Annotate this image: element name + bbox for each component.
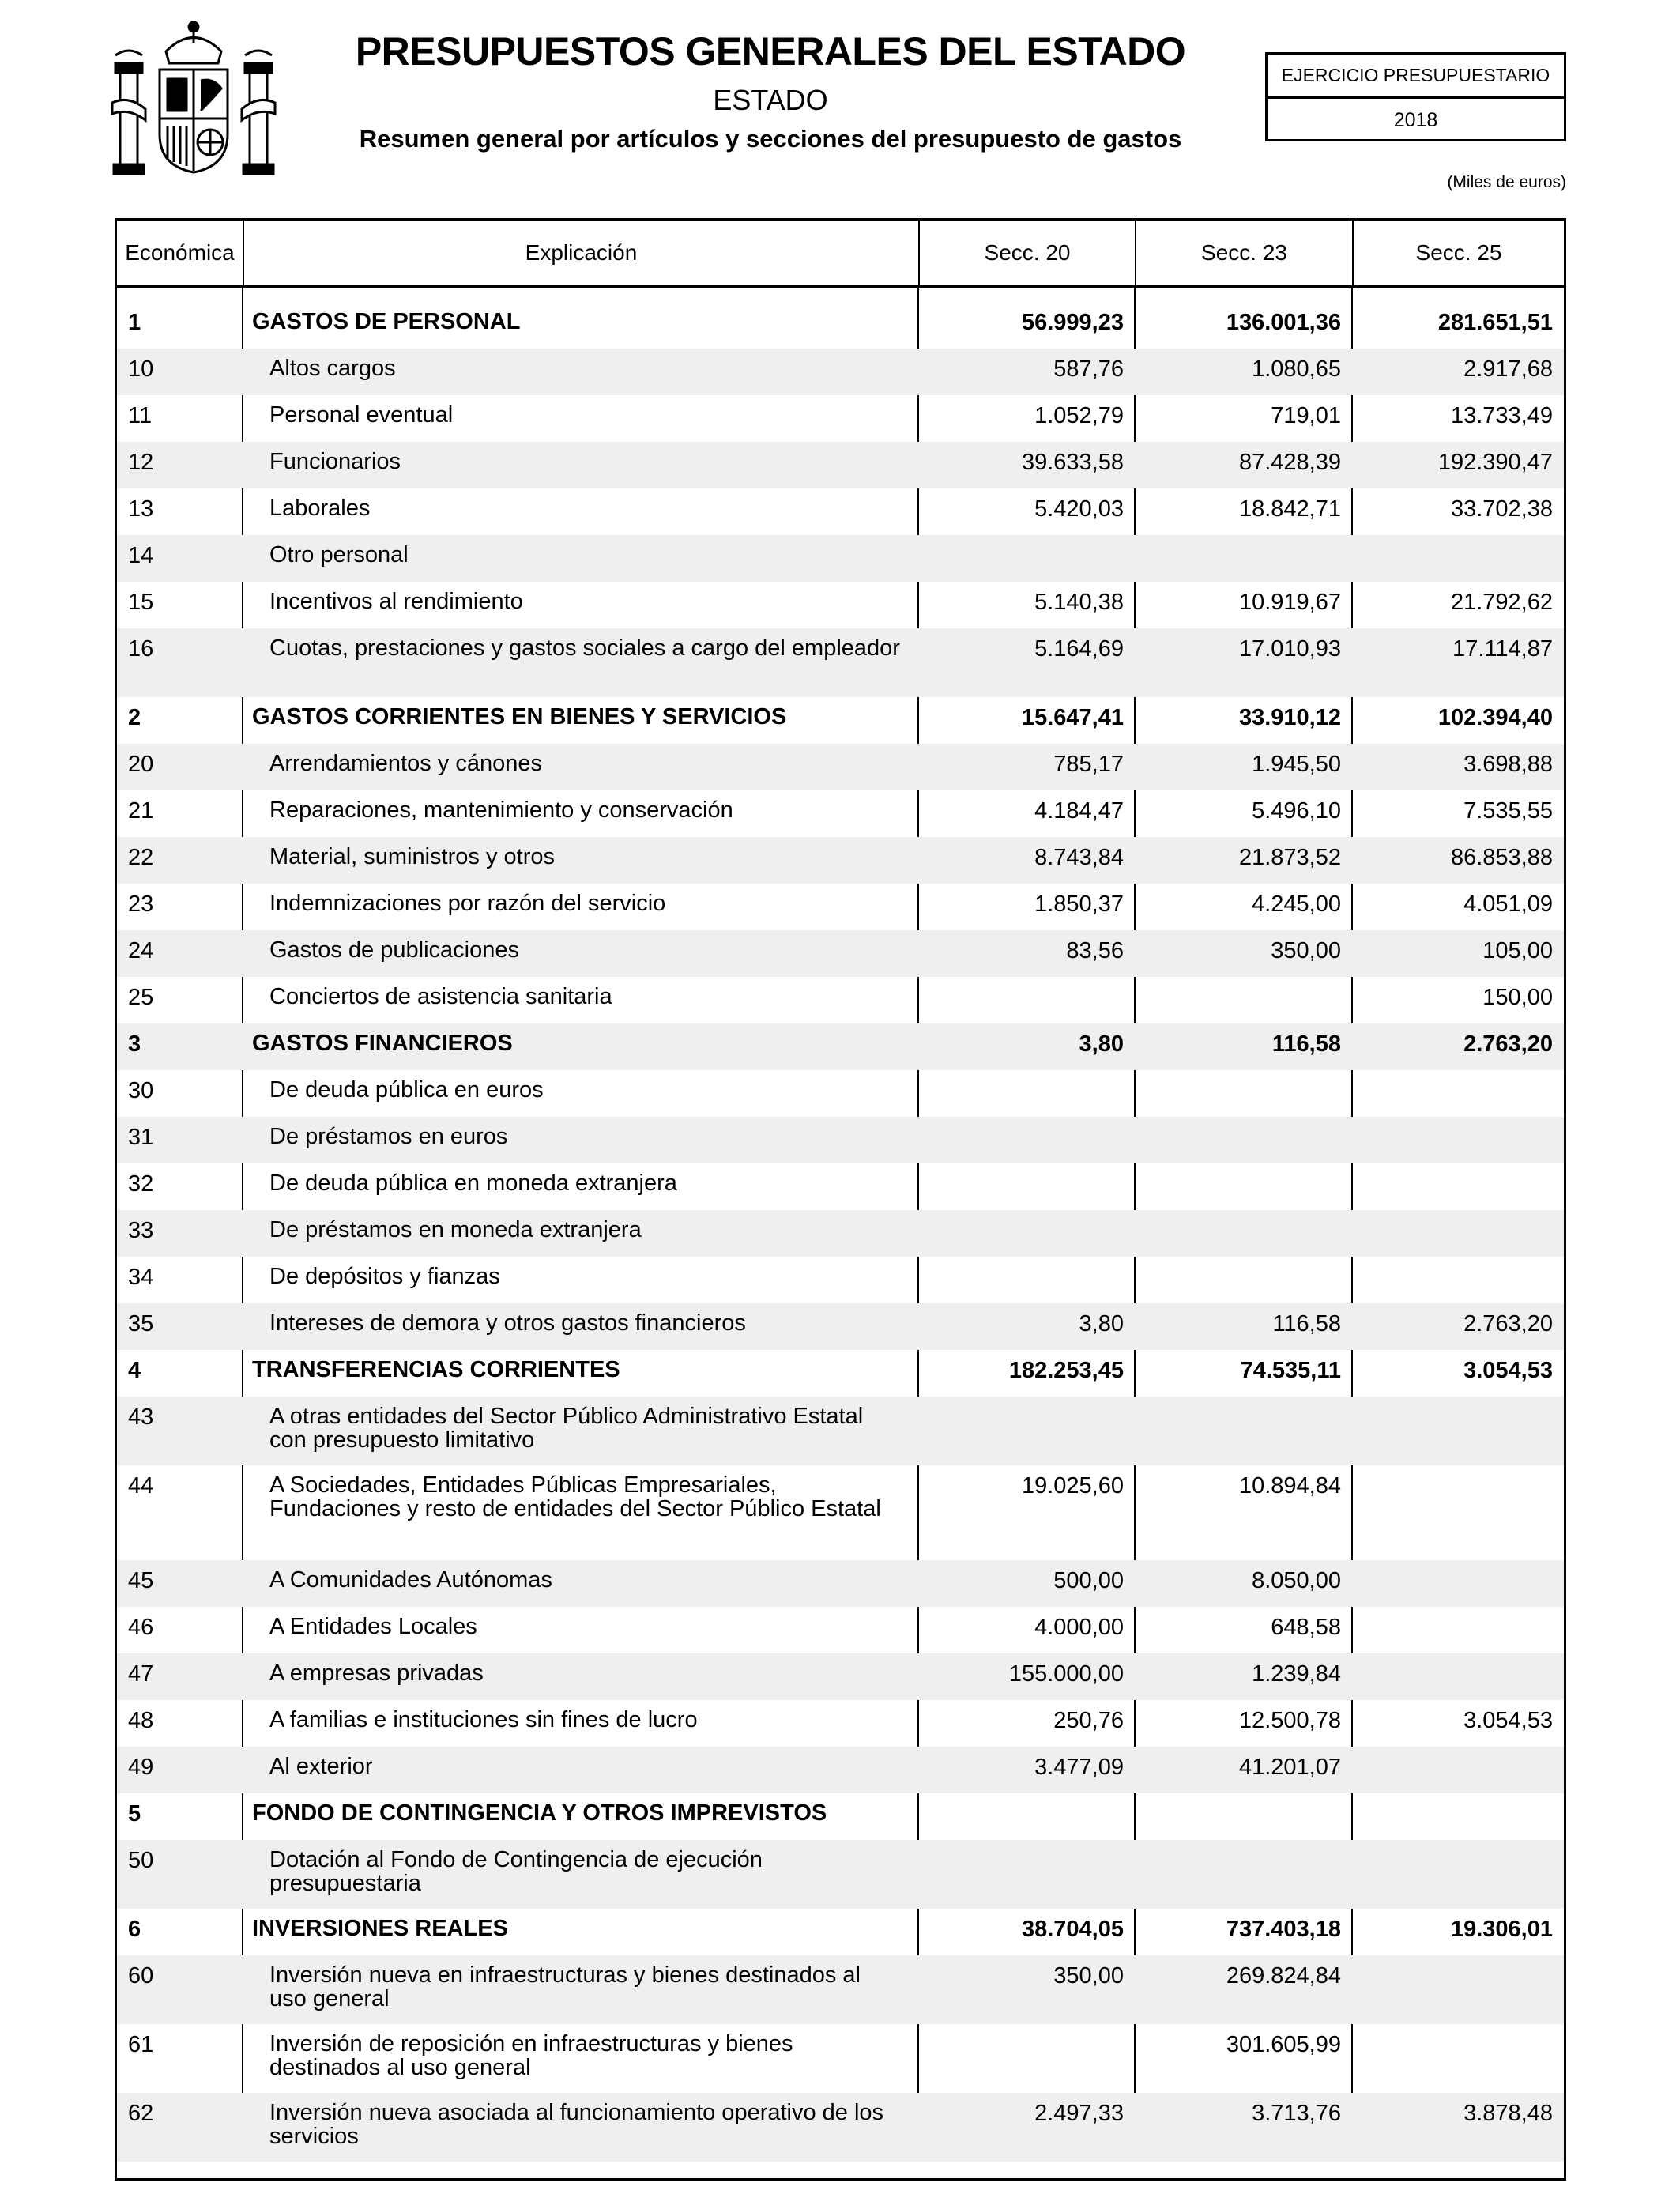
row-secc20 xyxy=(918,1117,1135,1163)
row-secc25 xyxy=(1352,1210,1564,1257)
row-code: 2 xyxy=(128,705,141,730)
row-description: Laborales xyxy=(269,496,371,521)
row-code: 31 xyxy=(128,1125,154,1150)
row-code: 4 xyxy=(128,1358,141,1383)
table-row xyxy=(117,1465,1564,1560)
row-secc20: 4.000,00 xyxy=(1034,1615,1124,1640)
row-secc25: 19.306,01 xyxy=(1450,1917,1553,1942)
row-description: Reparaciones, mantenimiento y conservación xyxy=(269,797,733,823)
table-row xyxy=(117,1955,1564,2024)
table-body xyxy=(117,288,1564,2162)
table-row xyxy=(117,1257,1564,1303)
row-secc20: 785,17 xyxy=(1053,752,1124,777)
table-row xyxy=(117,1397,1564,1465)
row-secc25 xyxy=(1352,1560,1564,1607)
row-code: 46 xyxy=(128,1615,154,1640)
row-secc25 xyxy=(1352,1117,1564,1163)
col-header-secc23: Secc. 23 xyxy=(1135,221,1352,285)
table-row xyxy=(117,349,1564,395)
row-secc25: 17.114,87 xyxy=(1452,636,1553,662)
row-secc23 xyxy=(1135,1397,1352,1465)
row-secc20: 500,00 xyxy=(1053,1568,1124,1593)
row-description: Inversión nueva asociada al funcionamiento operativo de los servicios xyxy=(269,2100,884,2149)
row-description: Conciertos de asistencia sanitaria xyxy=(269,984,612,1009)
row-code: 44 xyxy=(128,1473,154,1498)
row-secc23: 5.496,10 xyxy=(1252,798,1341,824)
table-row xyxy=(117,1747,1564,1793)
exercise-box xyxy=(1265,52,1566,141)
row-secc20: 8.743,84 xyxy=(1034,845,1124,870)
row-description: De deuda pública en euros xyxy=(269,1077,544,1103)
table-row xyxy=(117,1560,1564,1607)
row-description: De préstamos en euros xyxy=(269,1124,508,1149)
row-secc23 xyxy=(1135,1117,1352,1163)
table-row xyxy=(117,790,1564,837)
row-secc25: 192.390,47 xyxy=(1437,450,1553,475)
row-code: 33 xyxy=(128,1218,154,1243)
row-secc23: 33.910,12 xyxy=(1238,705,1341,730)
row-code: 1 xyxy=(128,310,141,335)
exercise-year: 2018 xyxy=(1393,108,1438,131)
row-secc23: 12.500,78 xyxy=(1238,1708,1341,1733)
row-description: A familias e instituciones sin fines de lucro xyxy=(269,1707,698,1732)
row-secc20: 38.704,05 xyxy=(1021,1917,1124,1942)
row-description: Intereses de demora y otros gastos financieros xyxy=(269,1310,746,1336)
row-secc23: 4.245,00 xyxy=(1252,892,1341,917)
table-row xyxy=(117,1117,1564,1163)
row-secc20: 155.000,00 xyxy=(1008,1661,1124,1687)
row-secc25: 3.698,88 xyxy=(1463,752,1553,777)
row-secc20 xyxy=(918,1840,1135,1909)
table-section-row xyxy=(117,1793,1564,1840)
row-secc25 xyxy=(1352,1070,1564,1117)
col-header-secc20: Secc. 20 xyxy=(918,221,1135,285)
row-description: De deuda pública en moneda extranjera xyxy=(269,1171,677,1196)
table-row xyxy=(117,1070,1564,1117)
table-row xyxy=(117,2024,1564,2093)
row-code: 50 xyxy=(128,1848,154,1873)
page-title: PRESUPUESTOS GENERALES DEL ESTADO xyxy=(355,29,1186,74)
row-description: Al exterior xyxy=(269,1754,373,1779)
row-secc23: 116,58 xyxy=(1272,1311,1341,1336)
row-description: Inversión nueva en infraestructuras y bienes destinados al uso general xyxy=(269,1962,861,2011)
row-description: De préstamos en moneda extranjera xyxy=(269,1217,642,1242)
row-secc23: 10.894,84 xyxy=(1238,1473,1341,1498)
row-code: 62 xyxy=(128,2101,154,2126)
row-secc25 xyxy=(1352,1607,1564,1653)
row-code: 35 xyxy=(128,1311,154,1336)
table-row xyxy=(117,1607,1564,1653)
row-secc23: 1.945,50 xyxy=(1252,752,1341,777)
row-code: 20 xyxy=(128,752,154,777)
row-secc20 xyxy=(918,1793,1135,1840)
row-secc25 xyxy=(1352,2024,1564,2093)
row-code: 10 xyxy=(128,356,154,382)
row-secc20: 5.164,69 xyxy=(1034,636,1124,662)
row-secc23: 737.403,18 xyxy=(1226,1917,1341,1942)
row-code: 60 xyxy=(128,1963,154,1989)
row-secc20: 39.633,58 xyxy=(1021,450,1124,475)
row-secc23: 136.001,36 xyxy=(1226,310,1341,335)
row-description: A Comunidades Autónomas xyxy=(269,1567,552,1593)
row-secc25: 86.853,88 xyxy=(1450,845,1553,870)
row-secc20: 5.420,03 xyxy=(1034,496,1124,522)
row-code: 5 xyxy=(128,1801,141,1826)
row-secc23: 350,00 xyxy=(1271,938,1341,963)
row-code: 45 xyxy=(128,1568,154,1593)
table-row xyxy=(117,1163,1564,1210)
table-row xyxy=(117,1303,1564,1350)
col-header-economica: Económica xyxy=(125,240,235,265)
table-row xyxy=(117,628,1564,697)
row-code: 22 xyxy=(128,845,154,870)
table-row xyxy=(117,837,1564,884)
row-secc25: 3.054,53 xyxy=(1463,1358,1553,1383)
row-secc20: 1.850,37 xyxy=(1034,892,1124,917)
row-secc25: 105,00 xyxy=(1482,938,1553,963)
row-description: Inversión de reposición en infraestructuras y bienes destinados al uso general xyxy=(269,2031,793,2080)
row-secc20 xyxy=(918,1070,1135,1117)
row-code: 49 xyxy=(128,1755,154,1780)
row-secc23: 301.605,99 xyxy=(1226,2032,1341,2057)
table-row xyxy=(117,1840,1564,1909)
row-secc20: 1.052,79 xyxy=(1034,403,1124,428)
row-secc23: 648,58 xyxy=(1271,1615,1341,1640)
row-code: 23 xyxy=(128,892,154,917)
row-secc20: 3.477,09 xyxy=(1034,1755,1124,1780)
row-secc23 xyxy=(1135,1840,1352,1909)
row-code: 48 xyxy=(128,1708,154,1733)
row-description: INVERSIONES REALES xyxy=(252,1916,508,1941)
table-row xyxy=(117,488,1564,535)
row-secc25 xyxy=(1352,1257,1564,1303)
table-row xyxy=(117,744,1564,790)
table-row xyxy=(117,1653,1564,1700)
row-secc23 xyxy=(1135,1257,1352,1303)
row-secc20: 182.253,45 xyxy=(1008,1358,1124,1383)
row-secc25: 2.763,20 xyxy=(1463,1031,1553,1057)
row-secc20: 2.497,33 xyxy=(1034,2101,1124,2126)
row-description: Otro personal xyxy=(269,542,409,567)
table-row xyxy=(117,442,1564,488)
table-row xyxy=(117,582,1564,628)
row-secc23: 74.535,11 xyxy=(1240,1358,1341,1383)
row-code: 11 xyxy=(128,403,153,428)
row-description: Arrendamientos y cánones xyxy=(269,751,542,776)
row-secc20 xyxy=(918,1257,1135,1303)
row-secc23 xyxy=(1135,1070,1352,1117)
row-secc25: 150,00 xyxy=(1482,985,1553,1010)
exercise-label: EJERCICIO PRESUPUESTARIO xyxy=(1268,55,1564,99)
row-secc23: 10.919,67 xyxy=(1238,590,1341,615)
row-secc20 xyxy=(918,1163,1135,1210)
row-description: TRANSFERENCIAS CORRIENTES xyxy=(252,1357,620,1382)
table-row xyxy=(117,2093,1564,2162)
row-secc20 xyxy=(918,2024,1135,2093)
table-row xyxy=(117,1210,1564,1257)
row-code: 61 xyxy=(128,2032,154,2057)
row-secc20: 3,80 xyxy=(1079,1311,1124,1336)
row-description: GASTOS DE PERSONAL xyxy=(252,309,521,334)
row-secc25 xyxy=(1352,1955,1564,2024)
row-secc25: 2.763,20 xyxy=(1463,1311,1553,1336)
row-secc23: 41.201,07 xyxy=(1238,1755,1341,1780)
row-secc20 xyxy=(918,535,1135,582)
row-secc20: 4.184,47 xyxy=(1034,798,1124,824)
units-note: (Miles de euros) xyxy=(1447,173,1566,191)
row-secc25 xyxy=(1352,1840,1564,1909)
row-secc23: 1.239,84 xyxy=(1252,1661,1341,1687)
table-section-row xyxy=(117,1909,1564,1955)
table-row xyxy=(117,1700,1564,1747)
row-secc23: 21.873,52 xyxy=(1238,845,1341,870)
row-secc25 xyxy=(1352,535,1564,582)
row-secc25 xyxy=(1352,1793,1564,1840)
row-secc25 xyxy=(1352,1397,1564,1465)
table-section-row xyxy=(117,302,1564,349)
row-description: GASTOS FINANCIEROS xyxy=(252,1031,513,1056)
table-header xyxy=(117,221,1564,288)
row-secc25: 2.917,68 xyxy=(1463,356,1553,382)
table-section-row xyxy=(117,1023,1564,1070)
row-code: 34 xyxy=(128,1265,154,1290)
row-secc25: 4.051,09 xyxy=(1463,892,1553,917)
row-code: 21 xyxy=(128,798,154,824)
page-description: Resumen general por artículos y secciones del presupuesto de gastos xyxy=(359,125,1182,153)
row-secc20: 5.140,38 xyxy=(1034,590,1124,615)
row-description: Gastos de publicaciones xyxy=(269,937,519,963)
row-secc25: 102.394,40 xyxy=(1437,705,1553,730)
budget-table xyxy=(115,218,1566,2181)
row-description: De depósitos y fianzas xyxy=(269,1264,500,1289)
row-code: 25 xyxy=(128,985,154,1010)
row-secc20: 350,00 xyxy=(1053,1963,1124,1989)
row-secc23: 17.010,93 xyxy=(1238,636,1341,662)
row-secc20: 19.025,60 xyxy=(1021,1473,1124,1498)
row-secc25: 281.651,51 xyxy=(1437,310,1553,335)
table-section-row xyxy=(117,1350,1564,1397)
row-secc23: 3.713,76 xyxy=(1252,2101,1341,2126)
row-secc23: 87.428,39 xyxy=(1238,450,1341,475)
row-description: Altos cargos xyxy=(269,356,396,381)
table-row xyxy=(117,884,1564,930)
row-code: 47 xyxy=(128,1661,154,1687)
row-secc25: 3.054,53 xyxy=(1463,1708,1553,1733)
row-secc23: 8.050,00 xyxy=(1252,1568,1341,1593)
row-code: 32 xyxy=(128,1171,154,1197)
row-secc25 xyxy=(1352,1653,1564,1700)
row-description: GASTOS CORRIENTES EN BIENES Y SERVICIOS xyxy=(252,704,787,729)
row-code: 43 xyxy=(128,1404,154,1430)
row-description: A otras entidades del Sector Público Administrativo Estatal con presupuesto limitativo xyxy=(269,1404,864,1453)
row-secc25: 33.702,38 xyxy=(1450,496,1553,522)
row-code: 16 xyxy=(128,636,154,662)
table-row xyxy=(117,535,1564,582)
row-secc23 xyxy=(1135,1210,1352,1257)
table-row xyxy=(117,977,1564,1023)
row-code: 14 xyxy=(128,543,154,568)
row-secc20 xyxy=(918,1210,1135,1257)
row-code: 15 xyxy=(128,590,154,615)
row-secc20: 83,56 xyxy=(1066,938,1124,963)
row-code: 3 xyxy=(128,1031,141,1057)
row-description: Cuotas, prestaciones y gastos sociales a cargo del empleador xyxy=(269,635,900,661)
coat-of-arms-icon xyxy=(111,16,277,178)
row-secc23 xyxy=(1135,977,1352,1023)
row-secc23: 18.842,71 xyxy=(1238,496,1341,522)
row-secc23 xyxy=(1135,1793,1352,1840)
row-secc25: 3.878,48 xyxy=(1463,2101,1553,2126)
row-description: Personal eventual xyxy=(269,402,454,428)
col-header-secc25: Secc. 25 xyxy=(1352,221,1564,285)
row-code: 24 xyxy=(128,938,154,963)
row-description: Incentivos al rendimiento xyxy=(269,589,523,614)
row-secc23 xyxy=(1135,1163,1352,1210)
row-secc25 xyxy=(1352,1747,1564,1793)
row-code: 13 xyxy=(128,496,154,522)
row-secc25: 21.792,62 xyxy=(1450,590,1553,615)
row-secc23 xyxy=(1135,535,1352,582)
row-secc23: 1.080,65 xyxy=(1252,356,1341,382)
row-secc23: 116,58 xyxy=(1271,1031,1341,1057)
row-secc25 xyxy=(1352,1163,1564,1210)
row-secc20: 250,76 xyxy=(1053,1708,1124,1733)
row-secc25: 7.535,55 xyxy=(1463,798,1553,824)
row-secc20: 56.999,23 xyxy=(1021,310,1124,335)
page-subtitle: ESTADO xyxy=(713,84,828,116)
row-description: FONDO DE CONTINGENCIA Y OTROS IMPREVISTOS xyxy=(252,1800,827,1826)
row-description: Material, suministros y otros xyxy=(269,844,555,869)
row-description: A empresas privadas xyxy=(269,1661,484,1686)
table-row xyxy=(117,930,1564,977)
row-description: A Entidades Locales xyxy=(269,1614,477,1639)
row-description: Funcionarios xyxy=(269,449,401,474)
row-secc25 xyxy=(1352,1465,1564,1560)
row-code: 12 xyxy=(128,450,154,475)
row-secc20: 3,80 xyxy=(1079,1031,1124,1057)
row-secc20 xyxy=(918,1397,1135,1465)
table-row xyxy=(117,395,1564,442)
row-secc20: 587,76 xyxy=(1053,356,1124,382)
row-description: A Sociedades, Entidades Públicas Empresariales, Fundaciones y resto de entidades del Sector Público Estatal xyxy=(269,1472,881,1521)
col-header-explicacion: Explicación xyxy=(243,221,918,285)
row-description: Indemnizaciones por razón del servicio xyxy=(269,891,666,916)
row-code: 30 xyxy=(128,1078,154,1103)
row-secc20 xyxy=(918,977,1135,1023)
row-secc20: 15.647,41 xyxy=(1021,705,1124,730)
row-secc23: 719,01 xyxy=(1271,403,1341,428)
row-code: 6 xyxy=(128,1917,141,1942)
row-description: Dotación al Fondo de Contingencia de ejecución presupuestaria xyxy=(269,1847,763,1896)
row-secc23: 269.824,84 xyxy=(1226,1963,1341,1989)
table-section-row xyxy=(117,697,1564,744)
row-secc25: 13.733,49 xyxy=(1450,403,1553,428)
